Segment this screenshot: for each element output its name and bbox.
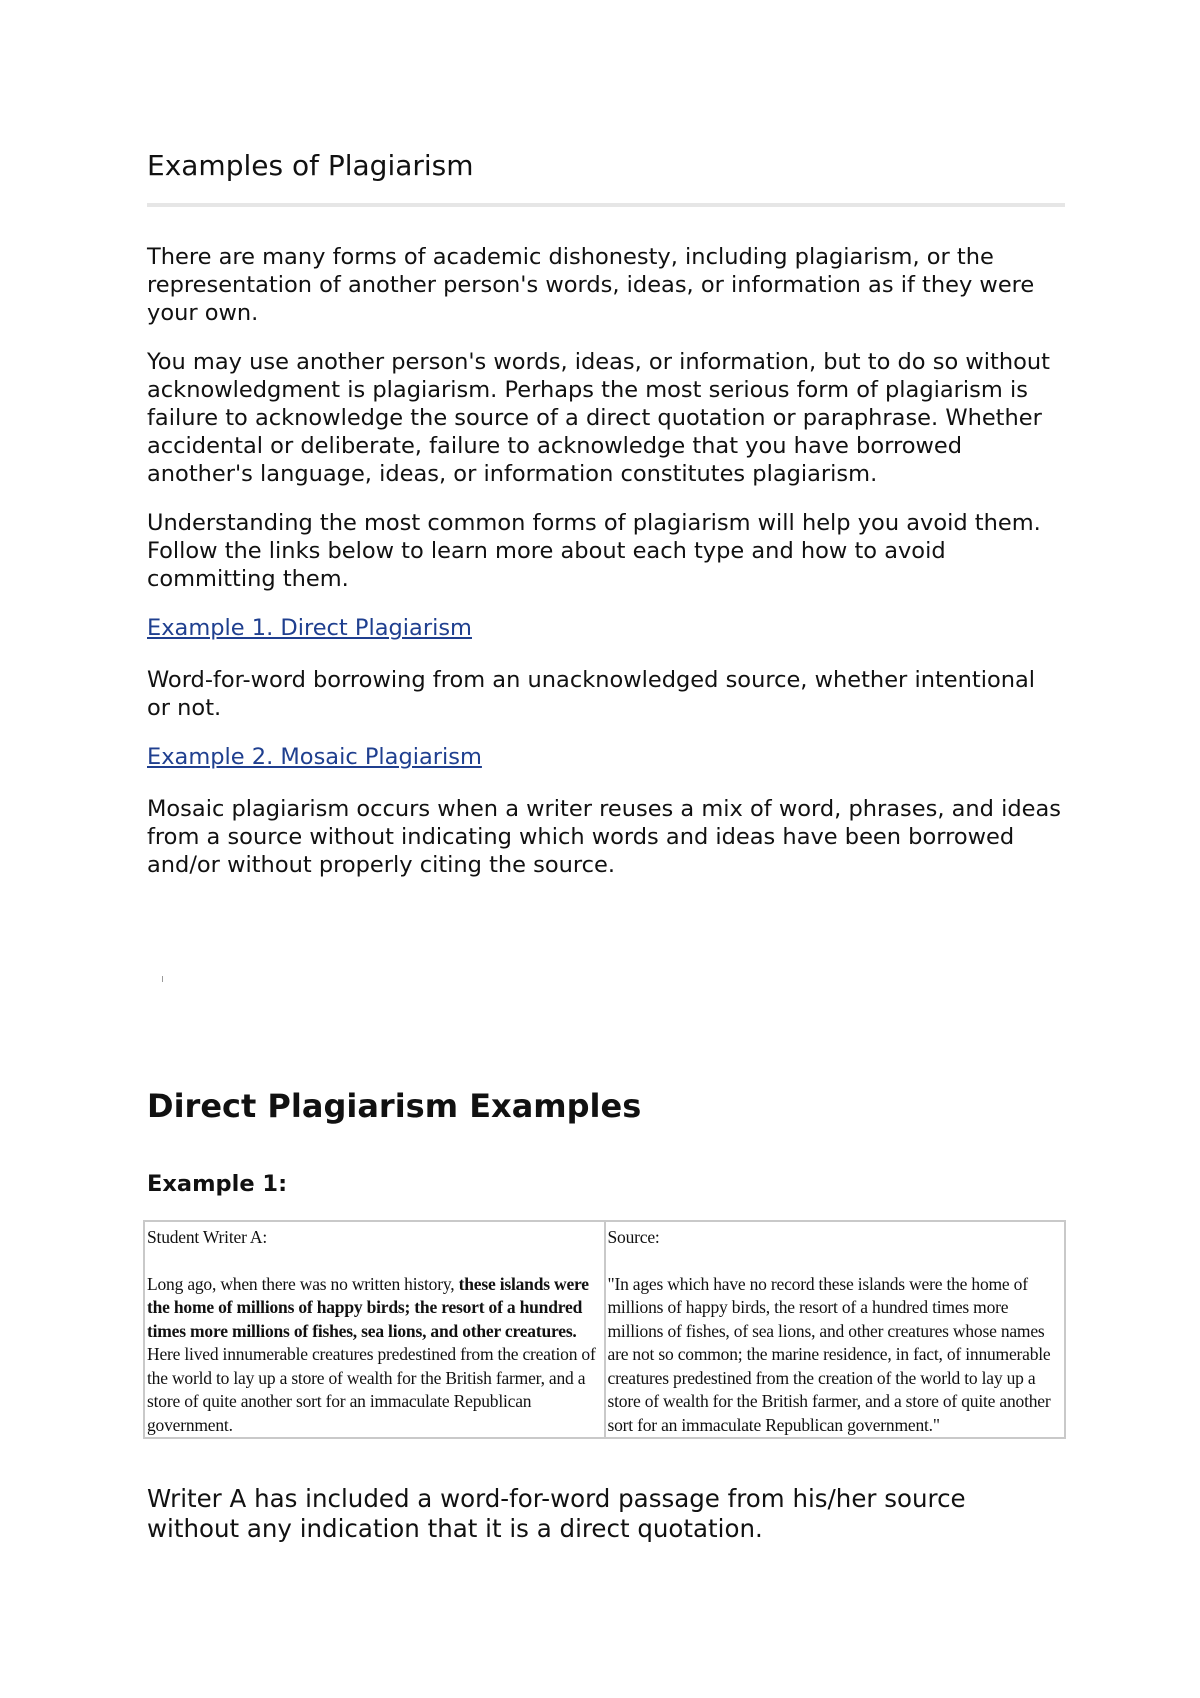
- source-cell: [605, 1221, 1066, 1438]
- student-header: Student Writer A:: [147, 1227, 268, 1247]
- direct-plagiarism-description: Word-for-word borrowing from an unacknowledged source, whether intentional or not.: [147, 667, 1036, 721]
- acknowledgment-paragraph: You may use another person's words, ideas, or information, but to do so without acknowledgment is plagiarism. Perhaps the most serious form of plagiarism is failure to acknowledge the source of a direct quotation or paraphrase. Whether accidental or deliberate, failure to acknowledge that you have borrowed another's language, ideas, or information constitutes plagiarism.: [147, 349, 1050, 487]
- section-title: Direct Plagiarism Examples: [147, 1087, 642, 1125]
- student-text: [147, 1274, 596, 1435]
- document-body: [147, 140, 1065, 900]
- link-mosaic-plagiarism[interactable]: Example 2. Mosaic Plagiarism: [147, 744, 482, 770]
- student-text-plain-start: Long ago, when there was no written history,: [147, 1273, 459, 1294]
- title-divider: [147, 203, 1065, 207]
- student-text-bold: these islands were the home of millions of happy birds; the resort of a hundred times more millions of fishes, sea lions, and other creatures.: [147, 1273, 589, 1341]
- mosaic-plagiarism-description: Mosaic plagiarism occurs when a writer reuses a mix of word, phrases, and ideas from a source without indicating which words and ideas have been borrowed and/or without properly citing the source.: [147, 796, 1061, 878]
- comparison-table: [143, 1220, 1066, 1439]
- example-label: Example 1:: [147, 1171, 288, 1197]
- intro-paragraph: There are many forms of academic dishonesty, including plagiarism, or the representation of another person's words, ideas, or information as if they were your own.: [147, 244, 1035, 326]
- table-row: [144, 1221, 1065, 1438]
- student-text-plain-end: Here lived innumerable creatures predestined from the creation of the world to lay up a store of wealth for the British farmer, and a store of quite another sort for an immaculate Republican government.: [147, 1344, 596, 1435]
- stray-mark: [162, 976, 163, 982]
- page-title: Examples of Plagiarism: [147, 149, 474, 182]
- conclusion-text: Writer A has included a word-for-word passage from his/her source without any indication that it is a direct quotation.: [147, 1484, 966, 1543]
- source-header: Source:: [607, 1227, 660, 1247]
- student-cell: [144, 1221, 605, 1438]
- links-intro-paragraph: Understanding the most common forms of plagiarism will help you avoid them. Follow the links below to learn more about each type and how to avoid committing them.: [147, 510, 1041, 592]
- link-direct-plagiarism[interactable]: Example 1. Direct Plagiarism: [147, 615, 472, 641]
- source-text: "In ages which have no record these islands were the home of millions of happy birds, the resort of a hundred times more millions of fishes, of sea lions, and other creatures whose names are not so common; the marine residence, in fact, of innumerable creatures predestined from the creation of the world to lay up a store of wealth for the British farmer, and a store of quite another sort for an immaculate Republican government.": [607, 1273, 1051, 1435]
